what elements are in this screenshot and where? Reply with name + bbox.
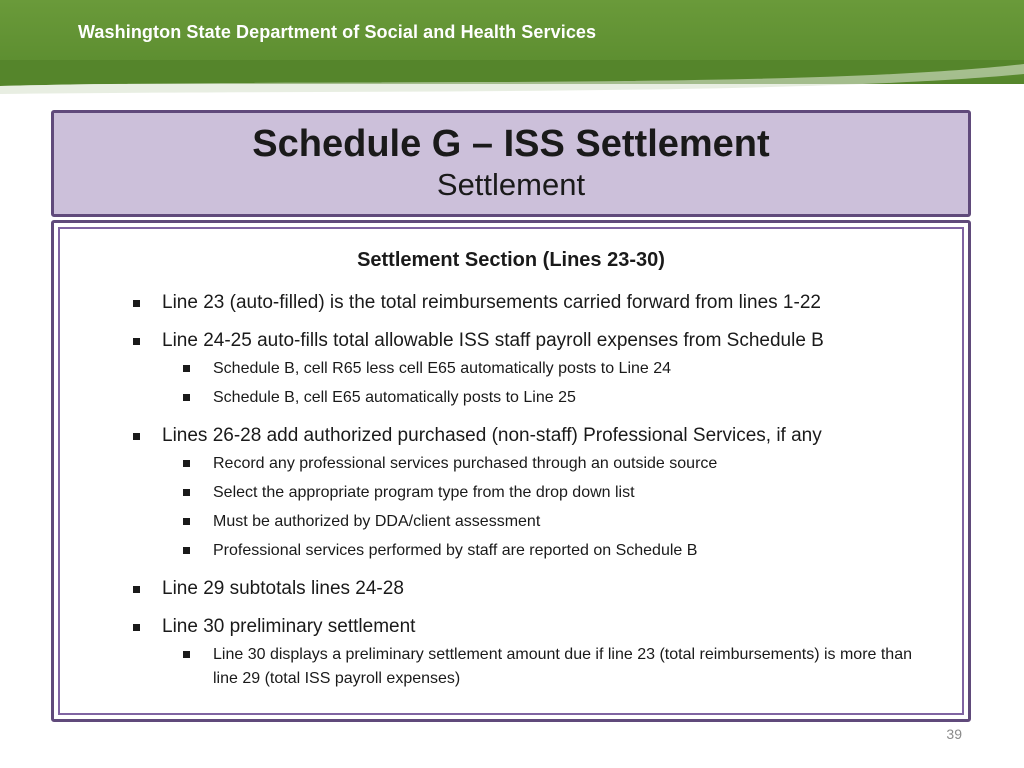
sub-bullet: Professional services performed by staff are reported on Schedule B	[130, 539, 930, 563]
content-inner-border	[58, 227, 964, 715]
bullet-line-23: Line 23 (auto-filled) is the total reimbursements carried forward from lines 1-22	[130, 291, 930, 315]
sub-bullet: Must be authorized by DDA/client assessment	[130, 510, 930, 534]
bullet-list	[130, 291, 930, 696]
sub-bullet: Line 30 displays a preliminary settlement amount due if line 23 (total reimbursements) is more than line 29 (total ISS payroll expenses)	[130, 643, 930, 691]
content-box	[51, 220, 971, 722]
sub-bullet: Schedule B, cell E65 automatically posts to Line 25	[130, 386, 930, 410]
title-box	[51, 110, 971, 217]
section-heading: Settlement Section (Lines 23-30)	[357, 249, 665, 271]
banner-swoosh	[0, 60, 1024, 100]
slide-subtitle: Settlement	[436, 167, 586, 202]
bullet-line-26-28: Lines 26-28 add authorized purchased (non-staff) Professional Services, if any	[130, 424, 930, 448]
slide-title: Schedule G – ISS Settlement	[252, 123, 770, 165]
sub-bullet: Schedule B, cell R65 less cell E65 automatically posts to Line 24	[130, 357, 930, 381]
bullet-line-24-25: Line 24-25 auto-fills total allowable ISS staff payroll expenses from Schedule B	[130, 329, 930, 353]
page-number: 39	[946, 726, 962, 742]
bullet-line-30: Line 30 preliminary settlement	[130, 615, 930, 639]
sub-bullet: Select the appropriate program type from the drop down list	[130, 481, 930, 505]
bullet-line-29: Line 29 subtotals lines 24-28	[130, 577, 930, 601]
sub-bullet: Record any professional services purchased through an outside source	[130, 452, 930, 476]
org-name: Washington State Department of Social and Health Services	[78, 22, 597, 42]
